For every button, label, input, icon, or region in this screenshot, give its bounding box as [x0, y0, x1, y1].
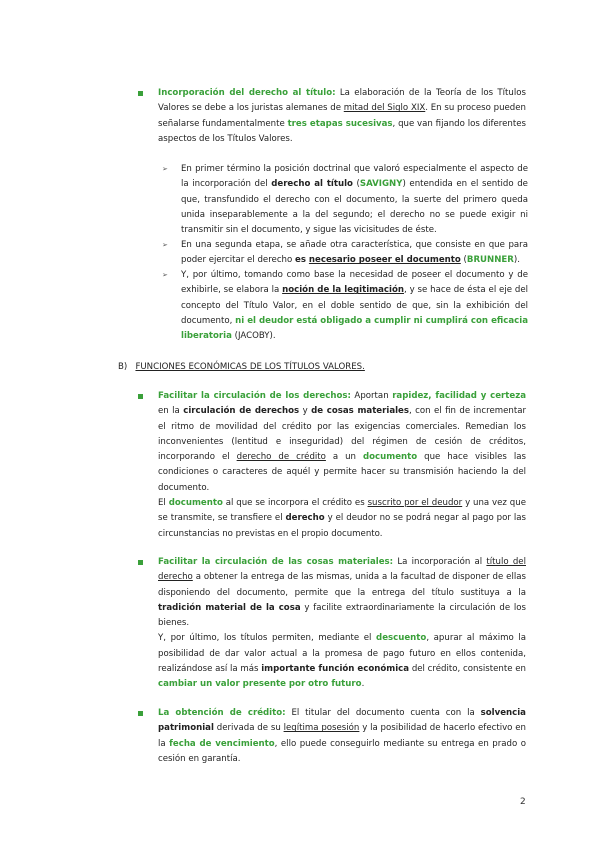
square-bullet-icon: [138, 91, 143, 96]
paragraph: Facilitar la circulación de los derechos: Aportan rapidez, facilidad y certeza en la circulación de derechos y de cosas materiales, con el fin de incrementar el ritmo de movilidad del crédito por las exigencias comerciales. Remedian los inconvenientes (lentitud e inseguridad) del régimen de cesión de créditos, incorporando el derecho de crédito a un documento que hace visibles las condiciones o caracteres de aquél y permite hacer su transmisión haciendo la del documento.: [158, 391, 527, 493]
square-bullet-icon: [138, 560, 143, 565]
paragraph: Incorporación del derecho al título: La elaboración de la Teoría de los Títulos Valores se debe a los juristas alemanes de mitad del Siglo XIX. En su proceso pueden señalarse fundamentalmente tres etapas sucesivas, que van fijando los diferentes aspectos de los Títulos Valores.: [158, 88, 526, 144]
section-heading: B) FUNCIONES ECONÓMICAS DE LOS TÍTULOS VALORES.: [118, 362, 365, 372]
sub-bullet-jacoby: [162, 268, 528, 344]
paragraph: En una segunda etapa, se añade otra característica, que consiste en que para poder ejercitar el derecho es necesario poseer el documento (BRUNNER).: [181, 240, 528, 266]
sub-bullet-savigny: [162, 162, 528, 238]
square-bullet-icon: [138, 394, 143, 399]
square-bullet-icon: [138, 711, 143, 716]
bullet-circulacion-cosas: [138, 555, 526, 693]
bullet-incorporacion: [138, 86, 526, 147]
arrow-bullet-icon: ➢: [162, 241, 168, 249]
bullet-circulacion-derechos: [138, 389, 526, 542]
page-number: 2: [520, 797, 526, 807]
paragraph: Facilitar la circulación de las cosas materiales: La incorporación al título del derecho a obtener la entrega de las mismas, unida a la facultad de disponer de ellas disponiendo del documento, permite que la entrega del título sustituya a la tradición material de la cosa y facilite extraordinariamente la circulación de los bienes.: [158, 557, 526, 629]
arrow-bullet-icon: ➢: [162, 271, 168, 279]
paragraph: El documento al que se incorpora el crédito es suscrito por el deudor y una vez que se transmite, se transfiere el derecho y el deudor no se podrá negar al pago por las circunstancias no previstas en el propio documento.: [158, 498, 526, 539]
sub-bullet-brunner: [162, 238, 528, 269]
paragraph: La obtención de crédito: El titular del documento cuenta con la solvencia patrimonial derivada de su legítima posesión y la posibilidad de hacerlo efectivo en la fecha de vencimiento, ello puede conseguirlo mediante su entrega en prado o cesión en garantía.: [158, 708, 526, 764]
paragraph: Y, por último, los títulos permiten, mediante el descuento, apurar al máximo la posibilidad de dar valor actual a la promesa de pago futuro en ellos contenida, realizándose así la más importante función económica del crédito, consistente en cambiar un valor presente por otro futuro.: [158, 633, 526, 690]
bullet-obtencion-credito: [138, 706, 526, 767]
arrow-bullet-icon: ➢: [162, 165, 168, 173]
paragraph: Y, por último, tomando como base la necesidad de poseer el documento y de exhibirle, se elabora la noción de la legitimación, y se hace de ésta el eje del concepto del Título Valor, en el doble sentido de que, sin la exhibición del documento, ni el deudor está obligado a cumplir ni cumplirá con eficacia liberatoria (JACOBY).: [181, 270, 529, 342]
paragraph: En primer término la posición doctrinal que valoró especialmente el aspecto de la incorporación del derecho al título (SAVIGNY) entendida en el sentido de que, transfundido el derecho con el documento, la suerte del primero queda unida inseparablemente a la del segundo; el derecho no se puede exigir ni transmitir sin el documento, y sigue las vicisitudes de éste.: [181, 164, 528, 236]
